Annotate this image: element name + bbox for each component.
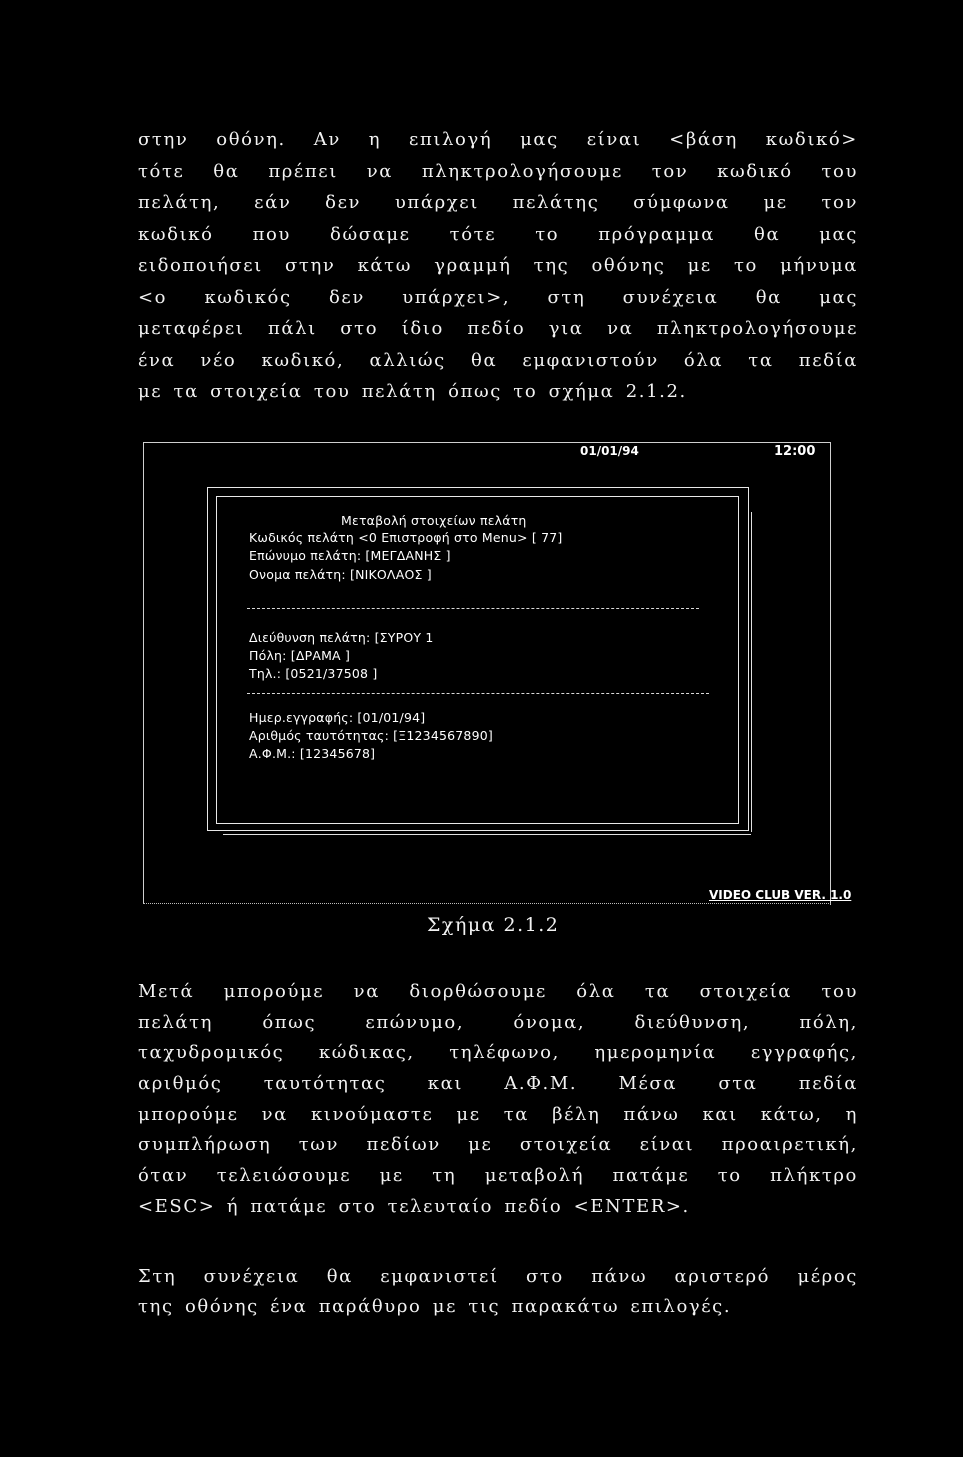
screen-figure	[143, 442, 852, 907]
text-line: ειδοποιήσει στην κάτω γραμμή της οθόνης με το μήνυμα	[138, 255, 858, 276]
registration-date-field[interactable]: Ημερ.εγγραφής: [01/01/94]	[249, 710, 426, 725]
surname-field[interactable]: Επώνυμο πελάτη: [ΜΕΓΔΑΝΗΣ ]	[249, 548, 451, 563]
app-version-label: VIDEO CLUB VER. 1.0	[709, 888, 852, 902]
customer-code-field[interactable]: Κωδικός πελάτη <0 Επιστροφή στο Menu> [ 77]	[249, 530, 563, 545]
text-line: ταχυδρομικός κώδικας, τηλέφωνο, ημερομηνία εγγραφής,	[138, 1042, 858, 1064]
dialog-separator	[247, 693, 709, 694]
text-line: συμπλήρωση των πεδίων με στοιχεία είναι προαιρετική,	[138, 1134, 858, 1156]
text-line: ένα νέο κωδικό, αλλιώς θα εμφανιστούν όλα τα πεδία	[138, 349, 858, 371]
text-line: Μετά μπορούμε να διορθώσουμε όλα τα στοιχεία του	[138, 981, 858, 1002]
status-date: 01/01/94	[580, 444, 639, 458]
figure-caption: Σχήμα 2.1.2	[427, 914, 560, 936]
text-line: πελάτη όπως επώνυμο, όνομα, διεύθυνση, πόλη,	[138, 1011, 858, 1033]
tax-number-field[interactable]: Α.Φ.Μ.: [12345678]	[249, 746, 376, 761]
dialog-title: Μεταβολή στοιχείων πελάτη	[341, 513, 527, 528]
screen-right-border	[830, 442, 831, 905]
editing-paragraph	[138, 977, 858, 1223]
screen-top-border	[143, 442, 831, 443]
text-line: Στη συνέχεια θα εμφανιστεί στο πάνω αριστερό μέρος	[138, 1266, 858, 1287]
text-line: στην οθόνη. Αν η επιλογή μας είναι <βάση κωδικό>	[138, 129, 858, 150]
dialog-shadow	[223, 834, 751, 835]
text-line: της οθόνης ένα παράθυρο με τις παρακάτω επιλογές.	[138, 1296, 732, 1317]
text-line: μπορούμε να κινούμαστε με τα βέλη πάνω και κάτω, η	[138, 1103, 858, 1125]
first-name-field[interactable]: Ονομα πελάτη: [ΝΙΚΟΛΑΟΣ ]	[249, 567, 432, 582]
dialog-shadow	[751, 512, 752, 832]
text-line: όταν τελειώσουμε με τη μεταβολή πατάμε το πλήκτρο	[138, 1165, 858, 1187]
text-line: πελάτη, εάν δεν υπάρχει πελάτης σύμφωνα με τον	[138, 192, 858, 213]
next-step-paragraph	[138, 1262, 858, 1322]
screen-status-line	[143, 903, 831, 904]
screen-left-border	[143, 442, 144, 904]
city-field[interactable]: Πόλη: [ΔΡΑΜΑ ]	[249, 648, 351, 663]
id-number-field[interactable]: Αριθμός ταυτότητας: [Ξ1234567890]	[249, 728, 493, 743]
text-line: μεταφέρει πάλι στο ίδιο πεδίο για να πληκτρολογήσουμε	[138, 318, 858, 339]
address-field[interactable]: Διεύθυνση πελάτη: [ΣΥΡΟΥ 1	[249, 630, 434, 645]
text-line: <ο κωδικός δεν υπάρχει>, στη συνέχεια θα μας	[138, 286, 858, 308]
text-line: <ESC> ή πατάμε στο τελευταίο πεδίο <ENTER>.	[138, 1195, 690, 1217]
text-line: με τα στοιχεία του πελάτη όπως το σχήμα 2.1.2.	[138, 381, 687, 402]
text-line: κωδικό που δώσαμε τότε το πρόγραμμα θα μας	[138, 223, 858, 245]
text-line: αριθμός ταυτότητας και Α.Φ.Μ. Μέσα στα πεδία	[138, 1073, 858, 1095]
status-time: 12:00	[774, 444, 816, 459]
dialog-separator	[247, 608, 699, 609]
text-line: τότε θα πρέπει να πληκτρολογήσουμε τον κωδικό του	[138, 160, 858, 182]
phone-field[interactable]: Τηλ.: [0521/37508 ]	[249, 666, 378, 681]
intro-paragraph	[138, 124, 858, 408]
